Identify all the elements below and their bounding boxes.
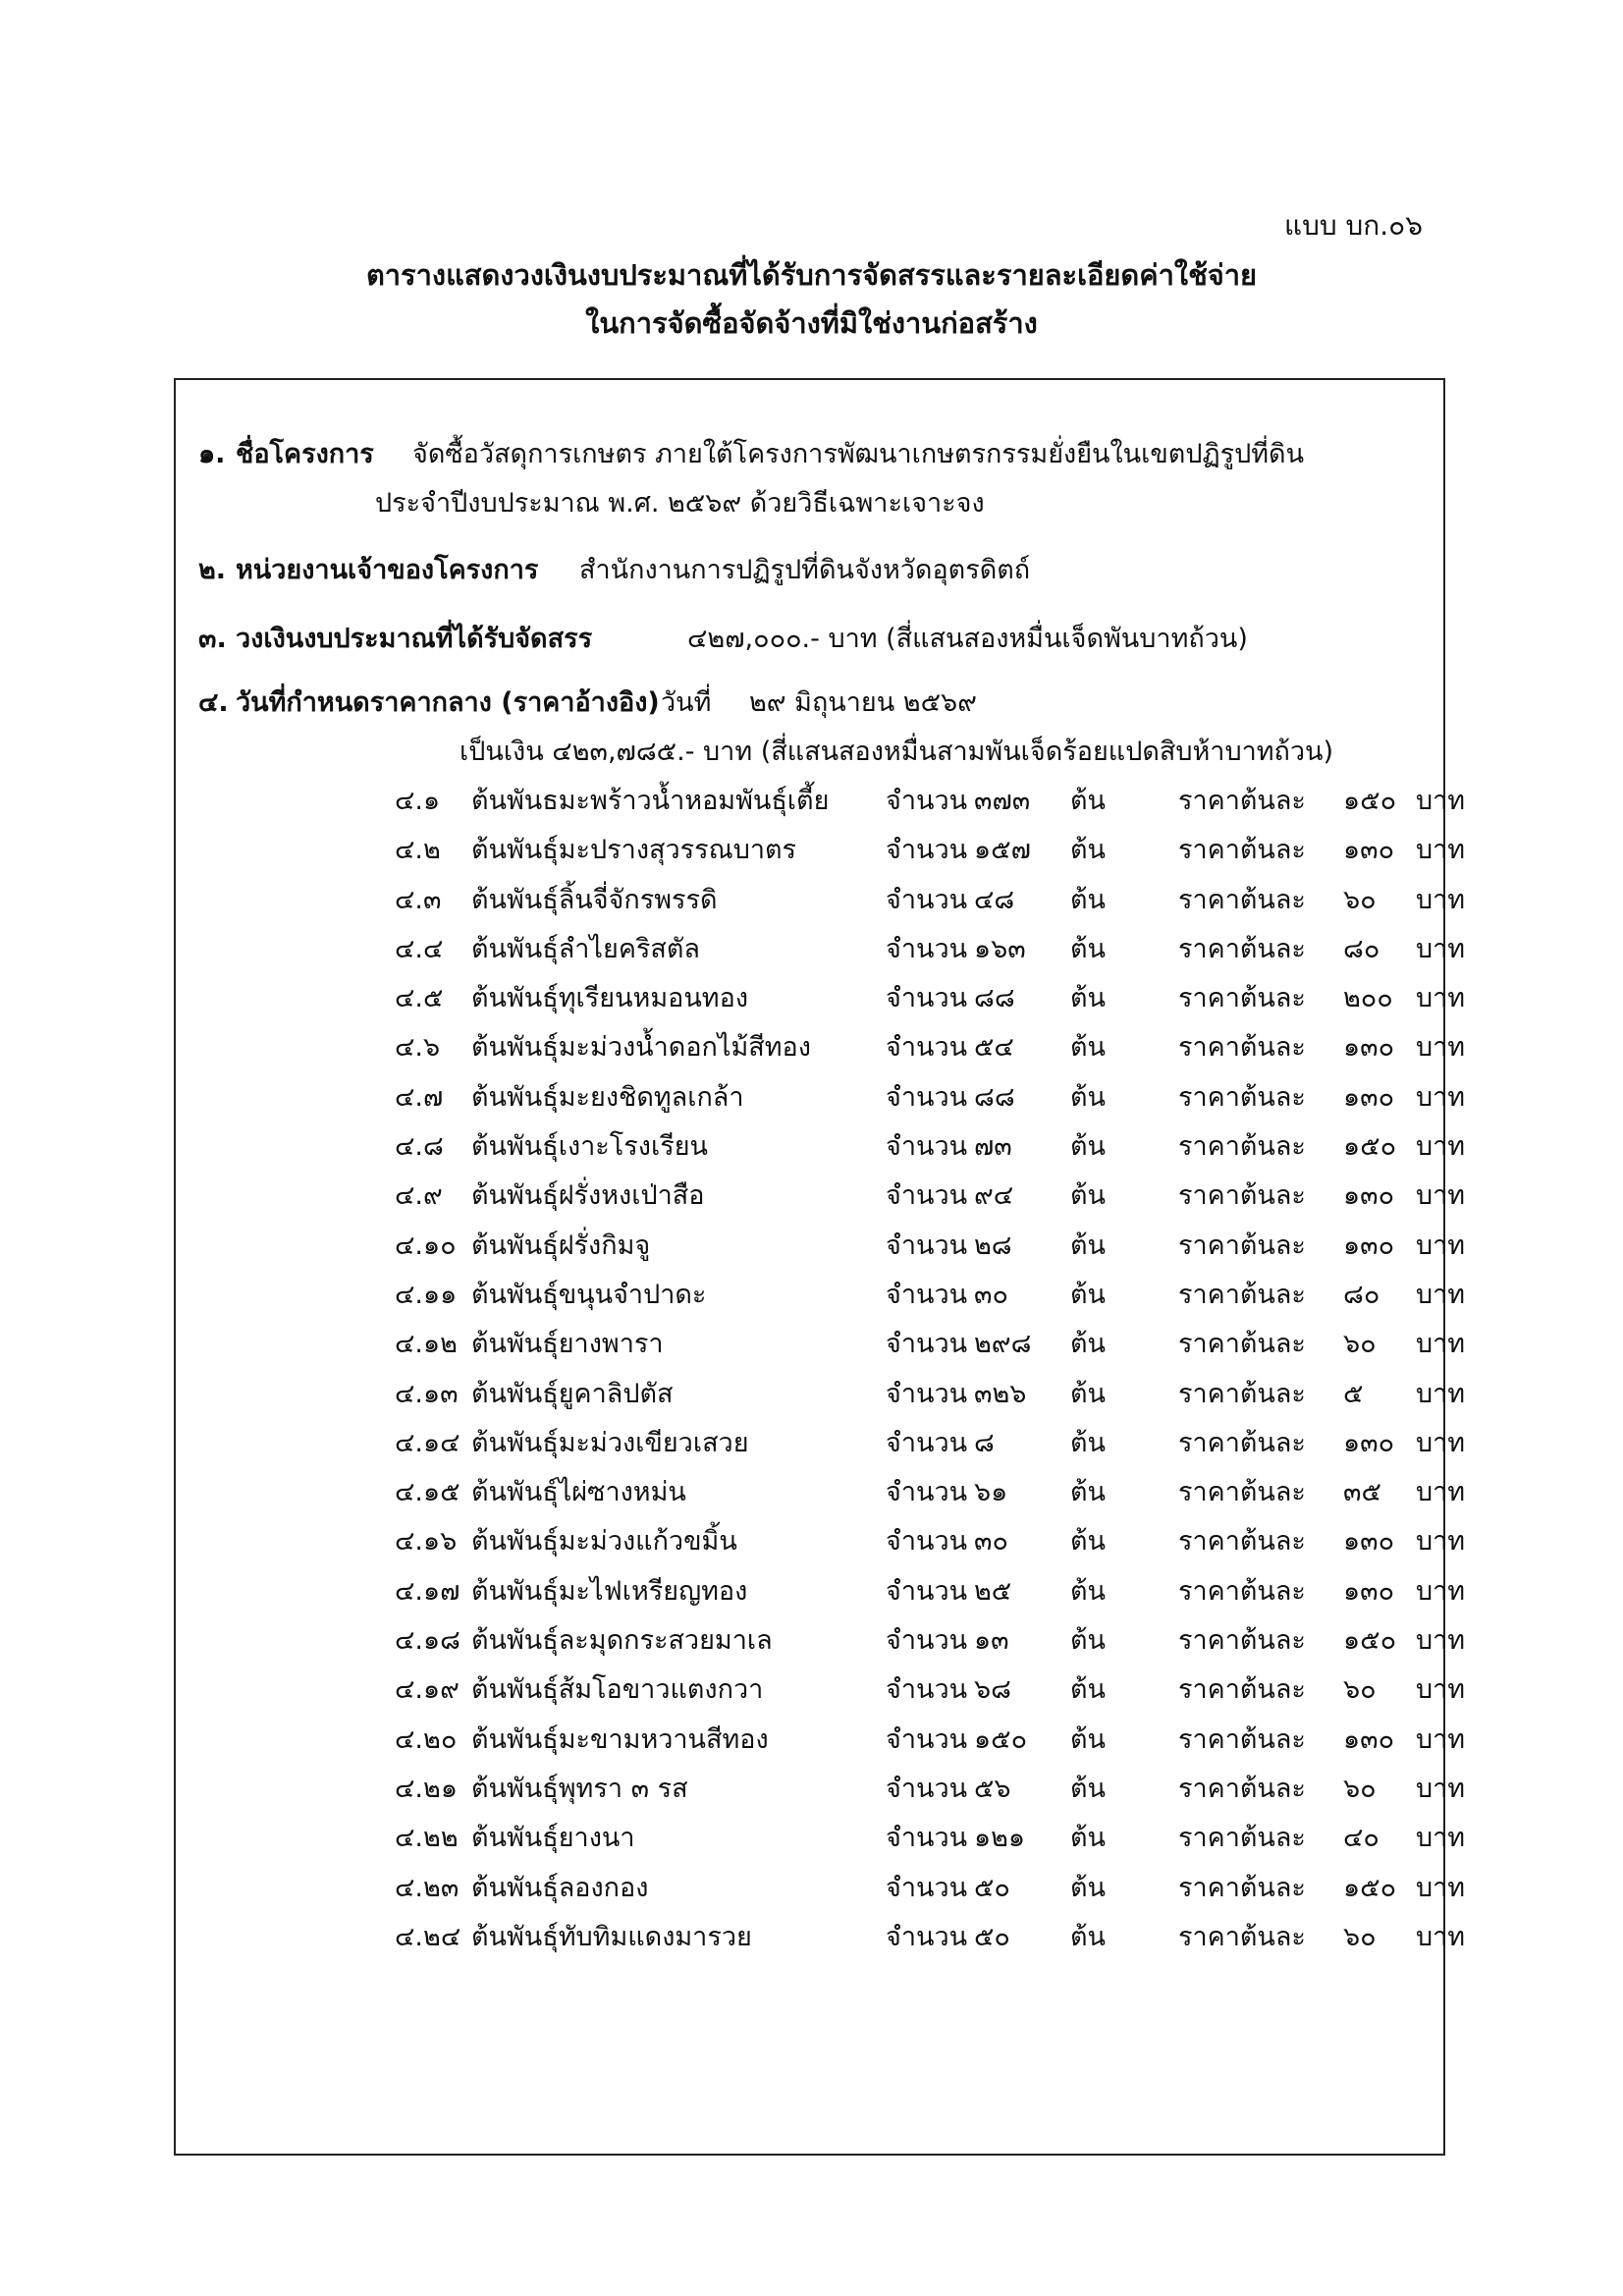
item-qty-label: จำนวน [886, 786, 968, 816]
item-price: ๖๐ [1343, 1674, 1377, 1706]
item-qty-label: จำนวน [886, 1279, 968, 1310]
item-price-label: ราคาต้นละ [1178, 1230, 1306, 1261]
item-unit: ต้น [1070, 1823, 1106, 1854]
item-qty: ๓๐ [974, 1526, 1008, 1558]
item-unit: ต้น [1070, 884, 1106, 915]
item-number: ๔.๔ [395, 933, 444, 964]
section3-label: วงเงินงบประมาณที่ได้รับจัดสรร [236, 624, 593, 654]
item-qty: ๓๒๖ [974, 1378, 1027, 1409]
item-name: ต้นพันธุ์มะไฟเหรียญทอง [471, 1575, 748, 1607]
document-title: ตารางแสดงวงเงินงบประมาณที่ได้รับการจัดสรรและรายละเอียดค่าใช้จ่าย [365, 258, 1258, 292]
item-qty: ๒๙๘ [974, 1329, 1032, 1360]
document-subtitle: ในการจัดซื้อจัดจ้างที่มิใช่งานก่อสร้าง [585, 306, 1038, 340]
item-price-label: ราคาต้นละ [1178, 1723, 1306, 1755]
list-item [395, 1915, 1466, 1964]
item-number: ๔.๑๖ [395, 1526, 458, 1558]
item-unit: ต้น [1070, 1575, 1106, 1607]
item-unit: ต้น [1070, 1279, 1106, 1310]
item-price-unit: บาท [1416, 1773, 1466, 1804]
item-qty-label: จำนวน [886, 1723, 968, 1755]
section2-value: สำนักงานการปฏิรูปที่ดินจังหวัดอุตรดิตถ์ [579, 555, 1031, 585]
item-number: ๔.๑๓ [395, 1378, 459, 1409]
item-qty-label: จำนวน [886, 933, 968, 964]
item-price-unit: บาท [1416, 933, 1466, 964]
item-unit: ต้น [1070, 1723, 1106, 1755]
item-qty-label: จำนวน [886, 1131, 968, 1163]
item-qty: ๔๘ [974, 884, 1015, 915]
item-price: ๑๓๐ [1343, 835, 1395, 866]
item-price: ๕ [1343, 1378, 1364, 1409]
section3-value: ๔๒๗,๐๐๐.- บาท (สี่แสนสองหมื่นเจ็ดพันบาทถ้วน) [687, 624, 1248, 654]
list-item [395, 1519, 1466, 1568]
item-qty-label: จำนวน [886, 1921, 968, 1952]
item-qty-label: จำนวน [886, 884, 968, 915]
item-price: ๑๕๐ [1343, 1625, 1397, 1657]
item-name: ต้นพันธุ์ยางพารา [471, 1329, 664, 1360]
item-unit: ต้น [1070, 835, 1106, 866]
item-price-unit: บาท [1416, 1329, 1466, 1360]
item-price-label: ราคาต้นละ [1178, 1674, 1306, 1706]
item-number: ๔.๑๐ [395, 1230, 457, 1261]
item-price-label: ราคาต้นละ [1178, 1575, 1306, 1607]
item-name: ต้นพันธุ์เงาะโรงเรียน [471, 1131, 708, 1163]
item-name: ต้นพันธุ์พุทรา ๓ รส [471, 1773, 688, 1804]
item-price-label: ราคาต้นละ [1178, 1872, 1306, 1903]
item-price: ๑๓๐ [1343, 1230, 1395, 1261]
item-name: ต้นพันธุ์มะปรางสุวรรณบาตร [471, 835, 797, 866]
item-number: ๔.๖ [395, 1032, 441, 1064]
item-qty-label: จำนวน [886, 1526, 968, 1558]
item-unit: ต้น [1070, 1872, 1106, 1903]
item-qty: ๕๐ [974, 1921, 1010, 1952]
list-item [395, 1174, 1466, 1223]
item-qty: ๕๖ [974, 1773, 1011, 1804]
item-qty-label: จำนวน [886, 1230, 968, 1261]
item-price: ๖๐ [1343, 1773, 1377, 1804]
item-qty: ๒๘ [974, 1230, 1012, 1261]
item-price-label: ราคาต้นละ [1178, 1773, 1306, 1804]
list-item [395, 1667, 1466, 1717]
item-price: ๑๓๐ [1343, 1180, 1395, 1212]
item-qty-label: จำนวน [886, 1427, 968, 1458]
item-number: ๔.๑๑ [395, 1279, 458, 1310]
item-price-unit: บาท [1416, 884, 1466, 915]
list-item [395, 1322, 1466, 1371]
list-item [395, 1421, 1466, 1470]
item-number: ๔.๒๐ [395, 1723, 458, 1755]
item-unit: ต้น [1070, 1427, 1106, 1458]
item-price: ๑๓๐ [1343, 1723, 1395, 1755]
item-unit: ต้น [1070, 1131, 1106, 1163]
item-name: ต้นพันธุ์มะขามหวานสีทอง [471, 1723, 769, 1755]
list-item [395, 1470, 1466, 1519]
item-name: ต้นพันธุ์ส้มโอขาวแตงกวา [471, 1674, 764, 1706]
item-unit: ต้น [1070, 1773, 1106, 1804]
item-number: ๔.๑๗ [395, 1575, 460, 1607]
item-qty-label: จำนวน [886, 1823, 968, 1854]
list-item [395, 1224, 1466, 1273]
item-price-unit: บาท [1416, 1823, 1466, 1854]
item-price: ๘๐ [1343, 1279, 1380, 1310]
item-number: ๔.๑๙ [395, 1674, 460, 1706]
item-price-unit: บาท [1416, 835, 1466, 866]
item-number: ๔.๗ [395, 1081, 444, 1113]
section1-number: ๑. [198, 439, 226, 469]
item-name: ต้นพันธุ์ลำไยคริสตัล [471, 933, 700, 964]
item-qty: ๘ [974, 1427, 995, 1458]
item-number: ๔.๘ [395, 1131, 444, 1163]
list-item [395, 878, 1466, 927]
item-number: ๔.๒๓ [395, 1872, 460, 1903]
item-unit: ต้น [1070, 1378, 1106, 1409]
list-item [395, 1618, 1466, 1667]
item-price-unit: บาท [1416, 1526, 1466, 1558]
item-price-label: ราคาต้นละ [1178, 1921, 1306, 1952]
item-price-unit: บาท [1416, 1427, 1466, 1458]
item-qty: ๕๐ [974, 1872, 1010, 1903]
item-number: ๔.๑๕ [395, 1477, 460, 1508]
item-qty-label: จำนวน [886, 1872, 968, 1903]
item-price-label: ราคาต้นละ [1178, 1823, 1306, 1854]
item-qty: ๖๘ [974, 1674, 1011, 1706]
item-name: ต้นพันธุ์ไผ่ซางหม่น [471, 1477, 686, 1508]
item-price-label: ราคาต้นละ [1178, 1180, 1306, 1212]
item-number: ๔.๒๔ [395, 1921, 461, 1952]
item-qty-label: จำนวน [886, 1575, 968, 1607]
item-price-label: ราคาต้นละ [1178, 933, 1306, 964]
item-price-label: ราคาต้นละ [1178, 1329, 1306, 1360]
section4-number: ๔. [198, 687, 229, 718]
section3-number: ๓. [198, 624, 227, 654]
item-name: ต้นพันธุ์มะม่วงน้ำดอกไม้สีทอง [471, 1032, 811, 1064]
section4-date-value: ๒๙ มิถุนายน ๒๕๖๙ [749, 687, 977, 718]
item-name: ต้นพันธุ์ยูคาลิปตัส [471, 1378, 674, 1409]
form-code: แบบ บก.๐๖ [1284, 209, 1423, 242]
item-price-label: ราคาต้นละ [1178, 1279, 1306, 1310]
item-price-label: ราคาต้นละ [1178, 1131, 1306, 1163]
item-name: ต้นพันธมะพร้าวน้ำหอมพันธุ์เตี้ย [471, 786, 830, 816]
item-unit: ต้น [1070, 1180, 1106, 1212]
item-price: ๔๐ [1343, 1823, 1380, 1854]
item-qty: ๕๔ [974, 1032, 1014, 1064]
item-number: ๔.๑๘ [395, 1625, 460, 1657]
item-price-unit: บาท [1416, 1872, 1466, 1903]
item-price-label: ราคาต้นละ [1178, 983, 1306, 1014]
item-qty: ๓๐ [974, 1279, 1008, 1310]
item-name: ต้นพันธุ์มะม่วงแก้วขมิ้น [471, 1526, 737, 1558]
item-price: ๖๐ [1343, 1329, 1377, 1360]
item-price-unit: บาท [1416, 1081, 1466, 1113]
section1-value-line2: ประจำปีงบประมาณ พ.ศ. ๒๕๖๙ ด้วยวิธีเฉพาะเจาะจง [375, 488, 985, 519]
item-price-unit: บาท [1416, 1131, 1466, 1163]
item-unit: ต้น [1070, 983, 1106, 1014]
item-unit: ต้น [1070, 1526, 1106, 1558]
item-number: ๔.๕ [395, 983, 444, 1014]
list-item [395, 1767, 1466, 1816]
section2-number: ๒. [198, 555, 227, 585]
item-name: ต้นพันธุ์ฝรั่งกิมจู [471, 1230, 651, 1261]
item-number: ๔.๑๔ [395, 1427, 460, 1458]
section4-date-label: วันที่ [661, 687, 712, 718]
item-price-label: ราคาต้นละ [1178, 884, 1306, 915]
item-price-unit: บาท [1416, 1279, 1466, 1310]
item-name: ต้นพันธุ์ขนุนจำปาดะ [471, 1279, 707, 1310]
item-price-unit: บาท [1416, 1575, 1466, 1607]
item-price-unit: บาท [1416, 786, 1466, 816]
item-list [395, 779, 1466, 1964]
item-price-label: ราคาต้นละ [1178, 835, 1306, 866]
item-price-unit: บาท [1416, 1477, 1466, 1508]
item-price: ๑๕๐ [1343, 786, 1397, 816]
item-name: ต้นพันธุ์ทับทิมแดงมารวย [471, 1921, 752, 1952]
item-name: ต้นพันธุ์ฝรั่งหงเป่าสือ [471, 1180, 705, 1212]
item-unit: ต้น [1070, 1477, 1106, 1508]
item-price-unit: บาท [1416, 1378, 1466, 1409]
item-price: ๑๓๐ [1343, 1081, 1395, 1113]
item-price-label: ราคาต้นละ [1178, 786, 1306, 816]
list-item [395, 1569, 1466, 1618]
item-price-unit: บาท [1416, 1230, 1466, 1261]
item-qty-label: จำนวน [886, 1773, 968, 1804]
item-price-label: ราคาต้นละ [1178, 1477, 1306, 1508]
item-unit: ต้น [1070, 1081, 1106, 1113]
item-price: ๘๐ [1343, 933, 1380, 964]
item-unit: ต้น [1070, 1921, 1106, 1952]
item-name: ต้นพันธุ์มะยงชิดทูลเกล้า [471, 1081, 744, 1113]
section4-amount: เป็นเงิน ๔๒๓,๗๘๕.- บาท (สี่แสนสองหมื่นสามพันเจ็ดร้อยแปดสิบห้าบาทถ้วน) [460, 737, 1334, 767]
item-qty-label: จำนวน [886, 1674, 968, 1706]
item-name: ต้นพันธุ์ละมุดกระสวยมาเล [471, 1625, 773, 1657]
list-item [395, 1124, 1466, 1174]
list-item [395, 1866, 1466, 1915]
item-price: ๖๐ [1343, 884, 1377, 915]
list-item [395, 1816, 1466, 1865]
item-qty: ๒๕ [974, 1575, 1012, 1607]
item-number: ๔.๒๒ [395, 1823, 459, 1854]
list-item [395, 1025, 1466, 1074]
item-price: ๑๓๐ [1343, 1526, 1395, 1558]
item-price-unit: บาท [1416, 1625, 1466, 1657]
item-price-label: ราคาต้นละ [1178, 1081, 1306, 1113]
item-qty-label: จำนวน [886, 1329, 968, 1360]
list-item [395, 1372, 1466, 1421]
item-name: ต้นพันธุ์มะม่วงเขียวเสวย [471, 1427, 749, 1458]
item-number: ๔.๓ [395, 884, 442, 915]
item-unit: ต้น [1070, 933, 1106, 964]
item-price-label: ราคาต้นละ [1178, 1427, 1306, 1458]
item-name: ต้นพันธุ์ทุเรียนหมอนทอง [471, 983, 748, 1014]
list-item [395, 976, 1466, 1025]
item-price: ๑๕๐ [1343, 1872, 1397, 1903]
item-price-label: ราคาต้นละ [1178, 1378, 1306, 1409]
item-price: ๒๐๐ [1343, 983, 1393, 1014]
item-qty-label: จำนวน [886, 1180, 968, 1212]
item-price-unit: บาท [1416, 983, 1466, 1014]
item-unit: ต้น [1070, 1230, 1106, 1261]
item-price-label: ราคาต้นละ [1178, 1526, 1306, 1558]
item-number: ๔.๑ [395, 786, 441, 816]
item-unit: ต้น [1070, 1329, 1106, 1360]
item-unit: ต้น [1070, 1674, 1106, 1706]
item-qty: ๑๖๓ [974, 933, 1026, 964]
item-price: ๓๕ [1343, 1477, 1381, 1508]
item-qty-label: จำนวน [886, 1378, 968, 1409]
item-qty: ๘๘ [974, 1081, 1015, 1113]
item-number: ๔.๑๒ [395, 1329, 458, 1360]
section4-label: วันที่กำหนดราคากลาง (ราคาอ้างอิง) [236, 687, 660, 718]
list-item [395, 779, 1466, 828]
item-qty-label: จำนวน [886, 983, 968, 1014]
item-number: ๔.๙ [395, 1180, 443, 1212]
item-unit: ต้น [1070, 1625, 1106, 1657]
item-qty-label: จำนวน [886, 835, 968, 866]
item-qty-label: จำนวน [886, 1032, 968, 1064]
item-price-label: ราคาต้นละ [1178, 1032, 1306, 1064]
item-price-unit: บาท [1416, 1180, 1466, 1212]
item-qty: ๖๑ [974, 1477, 1008, 1508]
list-item [395, 1718, 1466, 1767]
item-qty: ๑๒๑ [974, 1823, 1026, 1854]
item-price: ๑๓๐ [1343, 1575, 1395, 1607]
item-qty-label: จำนวน [886, 1477, 968, 1508]
item-price-unit: บาท [1416, 1723, 1466, 1755]
item-qty-label: จำนวน [886, 1081, 968, 1113]
item-unit: ต้น [1070, 1032, 1106, 1064]
item-price: ๑๓๐ [1343, 1032, 1395, 1064]
item-name: ต้นพันธุ์ลองกอง [471, 1872, 649, 1903]
item-price-unit: บาท [1416, 1921, 1466, 1952]
item-qty: ๑๓ [974, 1625, 1009, 1657]
item-number: ๔.๒ [395, 835, 441, 866]
item-unit: ต้น [1070, 786, 1106, 816]
section2-label: หน่วยงานเจ้าของโครงการ [236, 555, 539, 585]
item-qty: ๘๘ [974, 983, 1015, 1014]
item-qty: ๓๗๓ [974, 786, 1031, 816]
item-name: ต้นพันธุ์ยางนา [471, 1823, 635, 1854]
list-item [395, 828, 1466, 877]
item-price-unit: บาท [1416, 1032, 1466, 1064]
section1-value-line1: จัดซื้อวัสดุการเกษตร ภายใต้โครงการพัฒนาเกษตรกรรมยั่งยืนในเขตปฏิรูปที่ดิน [412, 439, 1305, 469]
item-number: ๔.๒๑ [395, 1773, 458, 1804]
item-name: ต้นพันธุ์ลิ้นจี่จักรพรรดิ [471, 884, 718, 915]
item-price: ๑๕๐ [1343, 1131, 1397, 1163]
item-price-unit: บาท [1416, 1674, 1466, 1706]
list-item [395, 927, 1466, 976]
item-qty: ๗๓ [974, 1131, 1012, 1163]
item-qty: ๑๕๐ [974, 1723, 1028, 1755]
item-price: ๑๓๐ [1343, 1427, 1395, 1458]
item-qty: ๑๕๗ [974, 835, 1031, 866]
item-price-label: ราคาต้นละ [1178, 1625, 1306, 1657]
list-item [395, 1273, 1466, 1322]
item-qty-label: จำนวน [886, 1625, 968, 1657]
item-price: ๖๐ [1343, 1921, 1377, 1952]
item-qty: ๙๔ [974, 1180, 1014, 1212]
section1-label: ชื่อโครงการ [236, 439, 374, 469]
list-item [395, 1075, 1466, 1124]
